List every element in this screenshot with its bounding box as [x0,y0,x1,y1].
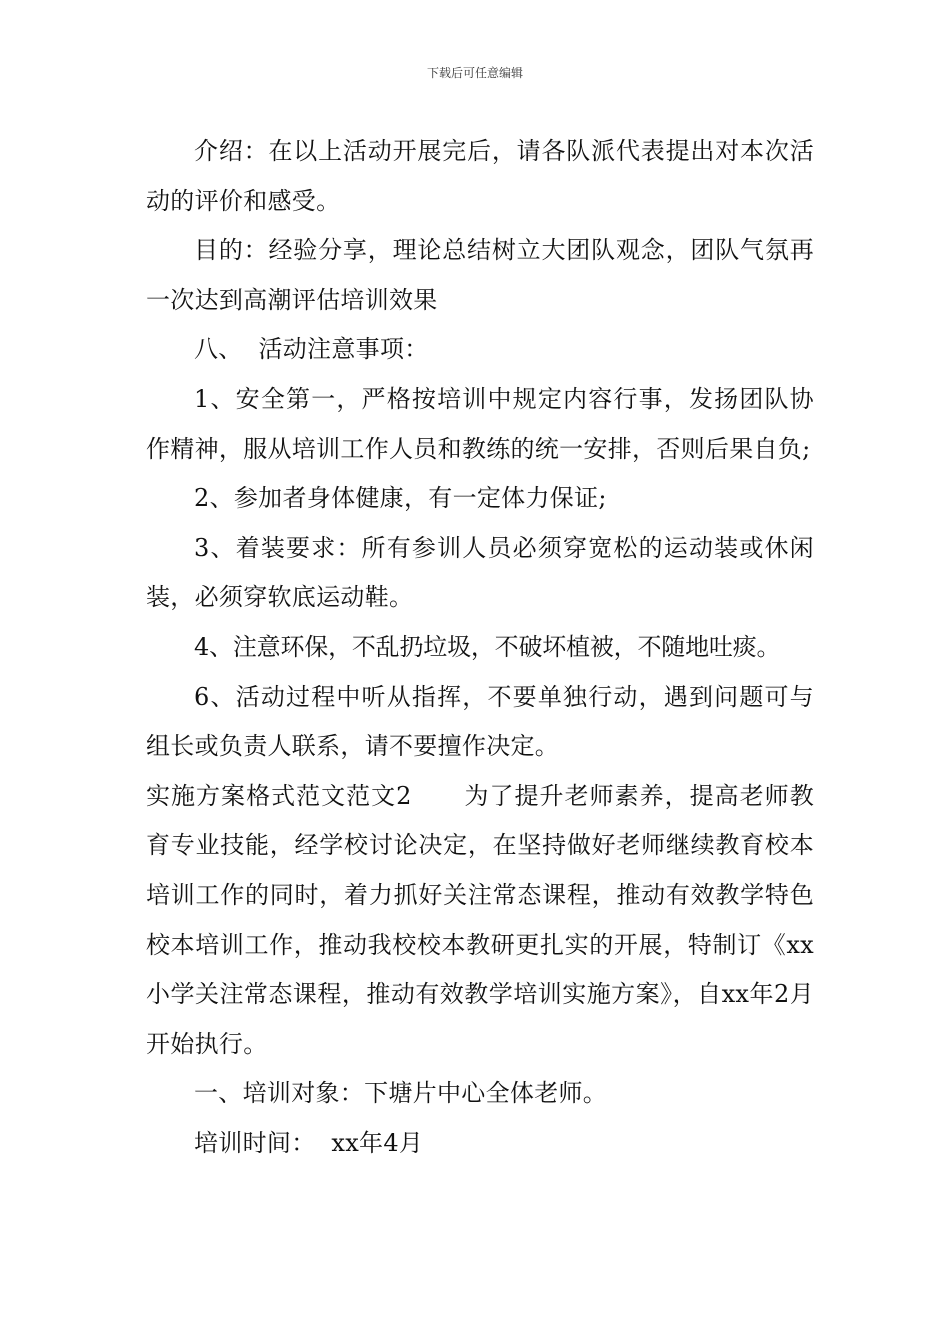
list-item: 3、着装要求：所有参训人员必须穿宽松的运动装或休闲装，必须穿软底运动鞋。 [146,533,814,612]
section2-paragraph [146,772,814,1070]
paragraph-training-target: 一、培训对象：下塘片中心全体老师。 [194,1079,608,1108]
list-item: 6、活动过程中听从指挥，不要单独行动，遇到问题可与组长或负责人联系，请不要擅作决定。 [146,682,814,761]
section2-body: 为了提升老师素养，提高老师教育专业技能，经学校讨论决定，在坚持做好老师继续教育校本培训工作的同时，着力抓好关注常态课程，推动有效教学特色校本培训工作，推动我校校本教研更扎实的开展，特制订《xx小学关注常态课程，推动有效教学培训实施方案》，自xx年2月开始执行。 [146,781,814,1058]
list-item: 2、参加者身体健康，有一定体力保证; [194,484,607,513]
section-heading-notes: 八、 活动注意事项： [194,335,429,364]
paragraph-intro: 介绍：在以上活动开展完后，请各队派代表提出对本次活动的评价和感受。 [146,137,814,215]
section2-title: 实施方案格式范文范文2 [146,781,412,810]
list-item: 4、注意环保，不乱扔垃圾，不破坏植被，不随地吐痰。 [194,632,781,661]
page-header: 下载后可任意编辑 [426,66,523,80]
paragraph-purpose: 目的：经验分享，理论总结树立大团队观念，团队气氛再一次达到高潮评估培训效果 [146,236,814,314]
list-item: 1、安全第一，严格按培训中规定内容行事，发扬团队协作精神，服从培训工作人员和教练的统一安排，否则后果自负; [146,384,814,463]
paragraph-training-time: 培训时间： xx年4月 [194,1128,424,1157]
document-body [146,127,814,1168]
